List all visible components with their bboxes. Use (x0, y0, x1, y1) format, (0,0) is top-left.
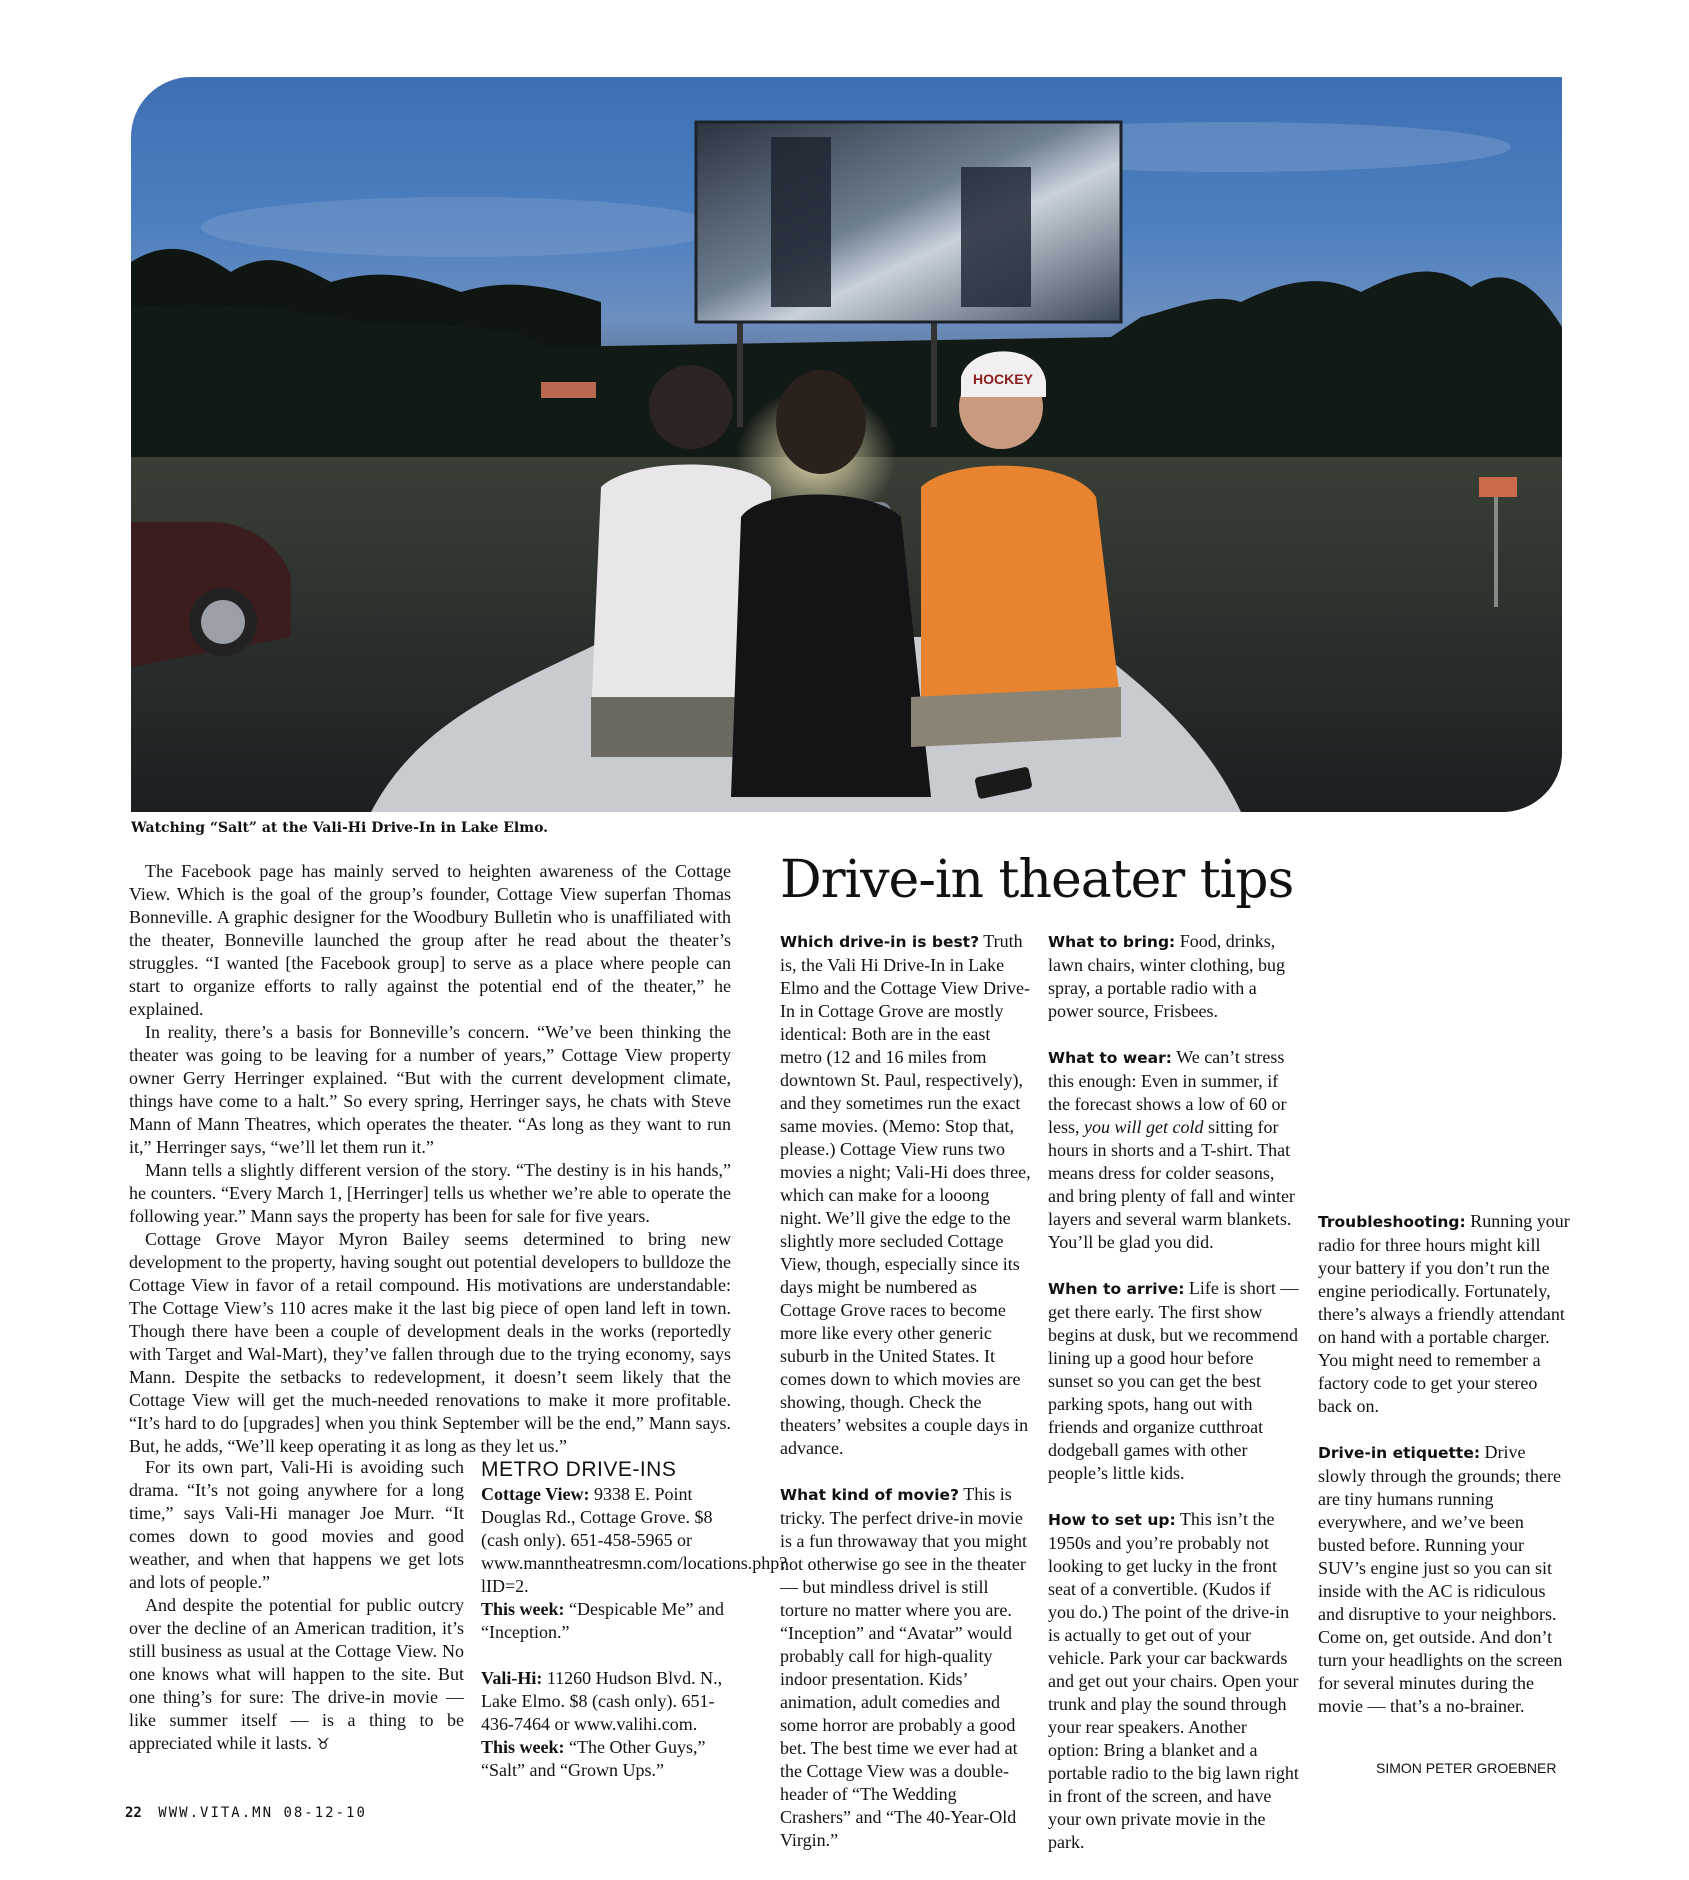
snack-bar-lights (541, 382, 596, 398)
tip-heading: When to arrive: (1048, 1280, 1185, 1298)
story-paragraph (129, 1228, 731, 1458)
vali-hi-week-label: This week: (481, 1737, 565, 1757)
cloud (201, 197, 721, 257)
photo-caption: Watching “Salt” at the Vali-Hi Drive-In in Lake Elmo. (131, 820, 549, 836)
story-paragraph-text: And despite the potential for public outcry over the decline of an American tradition, it’s still business as usual at the Cottage View. No one knows what will happen to the site. But one thing’s for sure: The drive-in movie — like summer itself — is a thing to be appreciated while it lasts. (129, 1595, 464, 1753)
tip-text: Drive slowly through the grounds; there are tiny humans running everywhere, and we’ve been busted before. Running your SUV’s engine just so you can sit inside with the AC is ridiculous and disruptive to your neighbors. Come on, get outside. And don’t turn your headlights on the screen for several minutes during the movie — that’s a no-brainer. (1318, 1442, 1563, 1716)
metro-drive-ins-box (481, 1458, 788, 1805)
tip-text: Life is short — get there early. The first show begins at dusk, but we recommend lining up a good hour before sunset so you can get the best parking spots, hang out with friends and organize cutthroat dodgeball games with other people’s little kids. (1048, 1278, 1299, 1483)
tip-which-drive-in (780, 930, 1032, 1460)
car-hubcap (201, 600, 245, 644)
tip-heading: Which drive-in is best? (780, 933, 980, 951)
tip-text: Truth is, the Vali Hi Drive-In in Lake Elmo and the Cottage View Drive-In in Cottage Grove are mostly identical: Both are in the east metro (12 and 16 miles from downtown St. Paul, respectively), and they sometimes run the exact same movies. (Memo: Stop that, please.) Cottage View runs two movies a night; Vali-Hi does three, which can make for a looong night. We’ll give the edge to the slightly more secluded Cottage View, though, especially since its days might be numbered as Cottage Grove races to become more like every other generic suburb in the United States. It comes down to which movies are showing, though. Check the theaters’ websites a couple days in advance. (780, 931, 1031, 1458)
screen-figure (961, 167, 1031, 307)
vali-hi-label: Vali-Hi: (481, 1668, 543, 1688)
tip-heading: What to bring: (1048, 933, 1176, 951)
story-paragraph-text: Cottage Grove Mayor Myron Bailey seems determined to bring new development to the property, having sought out potential developers to bulldoze the Cottage View in favor of a retail compound. His motivations are understandable: The Cottage View’s 110 acres make it the last big piece of open land left in town. Though there have been a couple of development deals in the works (reportedly with Target and Wal-Mart), they’ve fallen through due to the trying economy, says Mann. Despite the setbacks to redevelopment, it doesn’t seem likely that the Cottage View will get the much-needed renovations to make it more profitable. “It’s hard to do [upgrades] when you think September will be the end,” Mann says. But, he adds, “We’ll keep operating it as long as they let us.” (129, 1229, 731, 1456)
page-folio (125, 1805, 367, 1821)
speaker-box (1479, 477, 1517, 497)
tip-heading: What kind of movie? (780, 1486, 960, 1504)
story-paragraph (129, 1594, 464, 1756)
tips-title: Drive-in theater tips (780, 850, 1294, 910)
drive-in-scene-illustration (131, 77, 1562, 812)
end-mark-icon: ♉ (316, 1735, 330, 1753)
tips-column-1 (780, 930, 1032, 1875)
cottage-view-listing (481, 1483, 788, 1644)
story-paragraph: The Facebook page has mainly served to heighten awareness of the Cottage View. Which is the goal of the group’s founder, Cottage View superfan Thomas Bonneville. A graphic designer for the Woodbury Bulletin who is unaffiliated with the theater, Bonneville launched the group after he read about the theater’s struggles. “I wanted [the Facebook group] to serve as a place where people can start to organize efforts to rally against the potential end of the theater,” he explained. (129, 861, 731, 1019)
tip-text: Food, drinks, lawn chairs, winter clothing, bug spray, a portable radio with a power source, Frisbees. (1048, 931, 1285, 1021)
cottage-view-label: Cottage View: (481, 1484, 590, 1504)
page-number: 22 (125, 1805, 142, 1821)
person-right-shirt (921, 466, 1121, 717)
tip-when-to-arrive (1048, 1277, 1300, 1485)
site-and-date: WWW.VITA.MN 08-12-10 (158, 1805, 367, 1821)
tip-heading: What to wear: (1048, 1049, 1172, 1067)
tip-text: This is tricky. The perfect drive-in movie is a fun throwaway that you might not otherwise go see in the theater — but mindless drivel is still torture no matter where you are. “Inception” and “Avatar” would probably call for high-quality indoor presentation. Kids’ animation, adult comedies and some horror are probably a good bet. The best time we ever had at the Cottage View was a double-header of “The Wedding Crashers” and “The 40-Year-Old Virgin.” (780, 1484, 1027, 1850)
movie-screen (696, 122, 1121, 322)
person-right-shorts (911, 687, 1121, 747)
person-middle-shirt (731, 495, 931, 798)
screen-figure (771, 137, 831, 307)
tip-heading: Drive-in etiquette: (1318, 1444, 1481, 1462)
cap-text: HOCKEY (973, 371, 1033, 387)
tips-column-3 (1318, 1210, 1570, 1741)
person-middle-head (776, 370, 866, 474)
person-left-head (649, 365, 733, 449)
vali-hi-week: “The Other Guys,” “Salt” and “Grown Ups.” (481, 1737, 706, 1780)
tip-heading: How to set up: (1048, 1511, 1176, 1529)
tip-how-to-set-up (1048, 1508, 1300, 1854)
tip-text: Running your radio for three hours might kill your battery if you don’t run the engine periodically. Fortunately, there’s always a friendly attendant on hand with a portable charger. You might need to remember a factory code to get your stereo back on. (1318, 1211, 1570, 1416)
byline: SIMON PETER GROEBNER (1376, 1760, 1557, 1776)
metro-heading: METRO DRIVE-INS (481, 1458, 677, 1481)
tip-text: sitting for hours in shorts and a T-shirt. That means dress for colder seasons, and bring plenty of fall and winter layers and several warm blankets. You’ll be glad you did. (1048, 1117, 1295, 1252)
story-column (129, 860, 731, 1458)
story-paragraph: In reality, there’s a basis for Bonneville’s concern. “We’ve been thinking the theater was going to be leaving for a number of years,” Cottage View property owner Gerry Herringer explained. “But with the current development climate, things have come to a halt.” So every spring, Herringer says, he chats with Steve Mann of Mann Theatres, which operates the theater. “As long as they want to run it,” Herringer says, “we’ll let them run it.” (129, 1022, 731, 1157)
tip-etiquette (1318, 1441, 1570, 1718)
story-paragraph: For its own part, Vali-Hi is avoiding such drama. “It’s not going anywhere for a long time,” says Vali-Hi manager Joe Murr. “It comes down to good movies and good weather, and when that happens we get lots and lots of people.” (129, 1457, 464, 1592)
hero-photo (131, 77, 1562, 812)
tip-what-to-bring (1048, 930, 1300, 1023)
tip-text: We can’t stress this enough: Even in summer, if the forecast shows a low of 60 or less, (1048, 1047, 1287, 1137)
tips-column-2 (1048, 930, 1300, 1877)
tip-what-to-wear (1048, 1046, 1300, 1254)
cottage-view-week: “Despicable Me” and “Inception.” (481, 1599, 724, 1642)
tip-text-emphasis: you will get cold (1084, 1117, 1204, 1137)
cottage-view-week-label: This week: (481, 1599, 565, 1619)
story-paragraph: Mann tells a slightly different version of the story. “The destiny is in his hands,” he counters. “Every March 1, [Herringer] tells us whether we’re able to operate the following year.” Mann says the property has been for sale for five years. (129, 1160, 731, 1226)
tip-kind-of-movie (780, 1483, 1032, 1852)
story-column-narrow (129, 1456, 464, 1756)
vali-hi-listing (481, 1667, 731, 1782)
vali-hi-details: 11260 Hudson Blvd. N., Lake Elmo. $8 (cash only). 651-436-7464 or www.valihi.com. (481, 1668, 723, 1734)
screen-post (931, 317, 937, 427)
cottage-view-details: 9338 E. Point Douglas Rd., Cottage Grove. $8 (cash only). 651-458-5965 or www.manntheatresmn.com/locations.php?lID=2. (481, 1484, 788, 1596)
screen-post (737, 317, 743, 427)
speaker-post (1494, 487, 1498, 607)
tip-heading: Troubleshooting: (1318, 1213, 1466, 1231)
tip-text: This isn’t the 1950s and you’re probably not looking to get lucky in the front seat of a convertible. (Kudos if you do.) The point of the drive-in is actually to get out of your vehicle. Park your car backwards and get out your chairs. Open your trunk and play the sound through your rear speakers. Another option: Bring a blanket and a portable radio to the big lawn right in front of the screen, and have your own private movie in the park. (1048, 1509, 1299, 1852)
tip-troubleshooting (1318, 1210, 1570, 1418)
